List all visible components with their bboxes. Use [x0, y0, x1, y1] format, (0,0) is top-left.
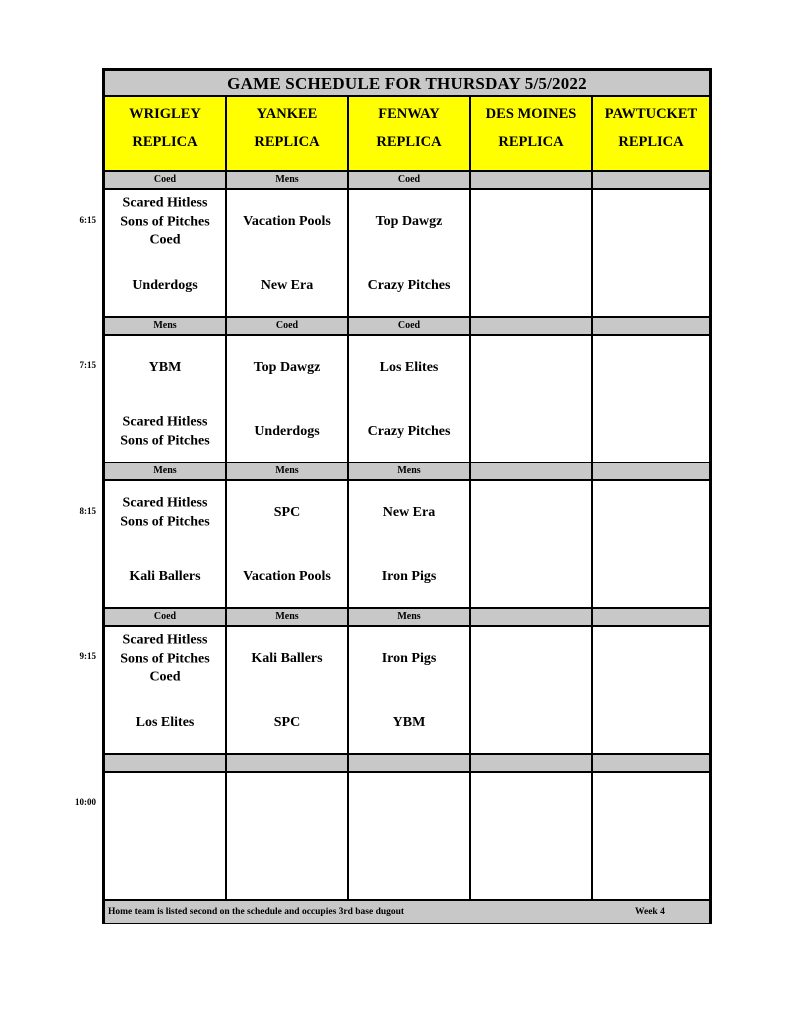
away-team: Iron Pigs [381, 650, 437, 666]
game-cell [471, 627, 591, 753]
division-label: Mens [227, 463, 347, 479]
field-subtitle: REPLICA [498, 134, 564, 150]
away-team: Scared Hitless Sons of Pitches Coed [120, 195, 210, 248]
field-subtitle: REPLICA [254, 134, 320, 150]
game-cell [105, 336, 225, 462]
game-cell [349, 773, 469, 899]
division-label [471, 172, 591, 188]
division-label: Coed [105, 609, 225, 625]
game-cell [593, 190, 709, 316]
division-label: Coed [349, 172, 469, 188]
division-label [593, 463, 709, 479]
field-name: PAWTUCKET [604, 106, 698, 122]
game-cell [349, 627, 469, 753]
home-team: Kali Ballers [129, 568, 201, 584]
division-label: Coed [105, 172, 225, 188]
away-team: YBM [148, 359, 182, 375]
away-team: Vacation Pools [243, 213, 331, 229]
division-label [105, 755, 225, 771]
division-label [227, 755, 347, 771]
division-label [593, 318, 709, 334]
division-label [593, 172, 709, 188]
game-cell [105, 481, 225, 607]
home-team: New Era [260, 277, 314, 293]
game-cell [227, 773, 347, 899]
away-team: Top Dawgz [253, 359, 321, 375]
division-label [471, 463, 591, 479]
field-header [593, 97, 709, 170]
home-team: Los Elites [135, 714, 195, 730]
away-team: SPC [273, 504, 301, 520]
division-label [593, 755, 709, 771]
away-team: New Era [382, 504, 436, 520]
division-label [471, 755, 591, 771]
field-subtitle: REPLICA [376, 134, 442, 150]
away-team: Top Dawgz [375, 213, 443, 229]
division-label: Mens [227, 172, 347, 188]
field-name: YANKEE [256, 106, 318, 122]
game-cell [471, 481, 591, 607]
division-label: Mens [349, 609, 469, 625]
division-label: Mens [105, 463, 225, 479]
game-cell [227, 627, 347, 753]
schedule-table [102, 68, 712, 924]
home-team: SPC [273, 714, 301, 730]
game-cell [349, 481, 469, 607]
division-label: Coed [227, 318, 347, 334]
game-cell [349, 336, 469, 462]
home-team: Crazy Pitches [367, 423, 451, 439]
game-cell [227, 481, 347, 607]
away-team: Kali Ballers [251, 650, 323, 666]
game-cell [227, 336, 347, 462]
away-team: Scared Hitless Sons of Pitches Coed [120, 632, 210, 685]
week-label: Week 4 [635, 907, 665, 917]
game-cell [471, 773, 591, 899]
field-name: FENWAY [378, 106, 440, 122]
game-cell [227, 190, 347, 316]
division-label [471, 609, 591, 625]
division-label [593, 609, 709, 625]
field-header [471, 97, 591, 170]
game-cell [471, 336, 591, 462]
home-team: Underdogs [254, 423, 320, 439]
schedule-title: GAME SCHEDULE FOR THURSDAY 5/5/2022 [105, 71, 709, 95]
division-label: Mens [349, 463, 469, 479]
time-label: 9:15 [79, 651, 96, 661]
division-label [471, 318, 591, 334]
away-team: Scared Hitless Sons of Pitches [120, 495, 210, 529]
home-team: Crazy Pitches [367, 277, 451, 293]
home-team: Iron Pigs [381, 568, 437, 584]
game-cell [593, 627, 709, 753]
game-cell [471, 190, 591, 316]
home-team: Vacation Pools [243, 568, 331, 584]
game-cell [593, 336, 709, 462]
division-label: Coed [349, 318, 469, 334]
time-label: 10:00 [75, 797, 96, 807]
home-team: Underdogs [132, 277, 198, 293]
game-cell [105, 627, 225, 753]
home-team: Scared Hitless Sons of Pitches [120, 414, 210, 448]
field-header [227, 97, 347, 170]
home-team: YBM [392, 714, 426, 730]
footer-note: Home team is listed second on the schedule and occupies 3rd base dugout [108, 907, 405, 917]
field-subtitle: REPLICA [618, 134, 684, 150]
field-header [349, 97, 469, 170]
field-name: WRIGLEY [129, 106, 201, 122]
game-cell [105, 190, 225, 316]
time-label: 8:15 [79, 506, 96, 516]
game-cell [593, 773, 709, 899]
time-label: 7:15 [79, 360, 96, 370]
schedule-footer [105, 901, 709, 923]
game-cell [593, 481, 709, 607]
time-label: 6:15 [79, 215, 96, 225]
field-subtitle: REPLICA [132, 134, 198, 150]
field-header [105, 97, 225, 170]
away-team: Los Elites [379, 359, 439, 375]
game-cell [105, 773, 225, 899]
field-name: DES MOINES [485, 106, 577, 122]
division-label: Mens [105, 318, 225, 334]
game-cell [349, 190, 469, 316]
division-label: Mens [227, 609, 347, 625]
division-label [349, 755, 469, 771]
